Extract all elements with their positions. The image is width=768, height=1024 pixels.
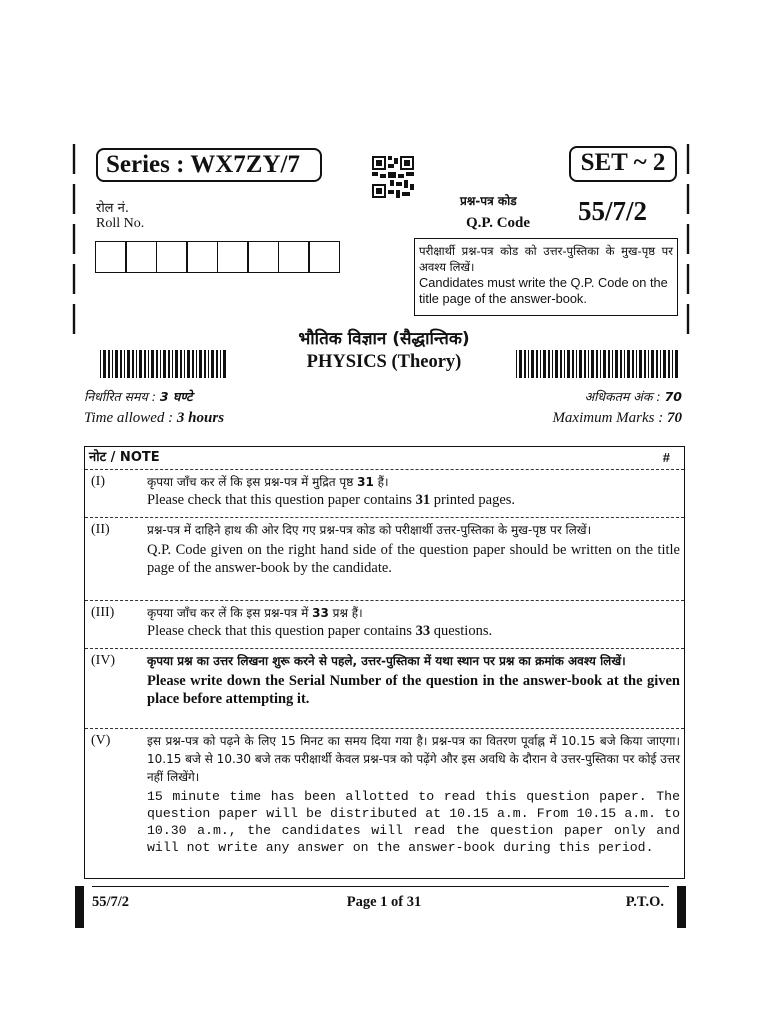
note-item-hindi: इस प्रश्न-पत्र को पढ़ने के लिए 15 मिनट का समय दिया गया है। प्रश्न-पत्र का वितरण पूर्वाह्न में 10.15 बजे किया जाएगा। 10.15 बजे से 10.30 बजे तक परीक्षार्थी केवल प्रश्न-पत्र को पढ़ेंगे और इस अवधि के दौरान वे उत्तर-पुस्तिका पर कोई उत्तर नहीं लिखेंगे।	[147, 734, 680, 784]
note-item-english: Please check that this question paper contains 33 questions.	[147, 623, 493, 639]
note-item-number: (III)	[91, 605, 115, 620]
qp-code-value: 55/7/2	[578, 196, 648, 226]
note-item-number: (I)	[91, 474, 105, 489]
note-hash: #	[662, 450, 670, 465]
page-number: Page 1 of 31	[346, 894, 422, 910]
note-item-english: Please check that this question paper contains 31 printed pages.	[147, 492, 516, 508]
time-allowed-hindi: निर्धारित समय : 3 घण्टे	[84, 389, 193, 404]
note-heading	[85, 447, 684, 470]
right-cut-marks	[684, 140, 692, 350]
time-allowed: Time allowed : 3 hours	[84, 410, 225, 426]
note-item-hindi: कृपया प्रश्न का उत्तर लिखना शुरू करने से पहले, उत्तर-पुस्तिका में यथा स्थान पर प्रश्न का क्रमांक अवश्य लिखें।	[147, 654, 626, 668]
roll-no-box[interactable]	[247, 241, 279, 273]
series-label: Series : WX7ZY/7	[96, 148, 322, 182]
note-item-3	[85, 601, 684, 649]
roll-no-boxes[interactable]	[96, 241, 340, 273]
subject-title-hindi: भौतिक विज्ञान (सैद्धान्तिक)	[298, 329, 470, 349]
roll-no-box[interactable]	[95, 241, 127, 273]
candidate-instruction-hindi: परीक्षार्थी प्रश्न-पत्र कोड को उत्तर-पुस्तिका के मुख-पृष्ठ पर अवश्य लिखें।	[419, 244, 673, 274]
subject-title: PHYSICS (Theory)	[306, 352, 462, 372]
qr-code-icon	[372, 156, 414, 198]
note-item-number: (V)	[91, 733, 111, 748]
footer-qp-code: 55/7/2	[92, 894, 130, 910]
roll-no-box[interactable]	[308, 241, 340, 273]
left-cut-marks	[70, 140, 78, 350]
note-item-hindi: कृपया जाँच कर लें कि इस प्रश्न-पत्र में 33 प्रश्न हैं।	[147, 606, 363, 620]
pto-label: P.T.O.	[625, 894, 664, 910]
note-item-english: Please write down the Serial Number of the question in the answer-book at the given place before attempting it.	[147, 673, 680, 707]
roll-no-box[interactable]	[278, 241, 310, 273]
maximum-marks-hindi: अधिकतम अंक : 70	[584, 389, 682, 404]
candidate-instruction-box	[414, 238, 678, 316]
note-item-english: Q.P. Code given on the right hand side of the question paper should be written on the title page of the answer-book by the candidate.	[147, 542, 680, 576]
note-item-4	[85, 649, 684, 729]
note-item-2	[85, 518, 684, 601]
note-item-hindi: कृपया जाँच कर लें कि इस प्रश्न-पत्र में मुद्रित पृष्ठ 31 हैं।	[147, 475, 389, 489]
note-title: नोट / NOTE	[89, 450, 160, 465]
roll-no-label: Roll No.	[96, 216, 145, 231]
candidate-instruction-english: Candidates must write the Q.P. Code on the title page of the answer-book.	[419, 275, 668, 306]
footer-divider	[92, 886, 669, 887]
note-box	[84, 446, 685, 879]
roll-no-label-hindi: रोल नं.	[96, 201, 129, 216]
roll-no-box[interactable]	[125, 241, 157, 273]
note-item-hindi: प्रश्न-पत्र में दाहिने हाथ की ओर दिए गए प्रश्न-पत्र कोड को परीक्षार्थी उत्तर-पुस्तिका के मुख-पृष्ठ पर लिखें।	[147, 523, 592, 537]
maximum-marks: Maximum Marks : 70	[552, 410, 682, 426]
note-item-5	[85, 729, 684, 869]
roll-no-box[interactable]	[186, 241, 218, 273]
note-item-english: 15 minute time has been allotted to read this question paper. The question paper will be distributed at 10.15 a.m. From 10.15 a.m. to 10.30 a.m., the candidates will read the question paper only and will not write any answer on the answer-book during this period.	[147, 789, 680, 855]
roll-no-box[interactable]	[217, 241, 249, 273]
qp-code-label-hindi: प्रश्न-पत्र कोड	[460, 194, 517, 208]
note-item-1	[85, 470, 684, 518]
qp-code-label: Q.P. Code	[466, 215, 531, 231]
note-item-number: (IV)	[91, 653, 116, 668]
roll-no-box[interactable]	[156, 241, 188, 273]
set-label: SET ~ 2	[569, 146, 677, 182]
note-item-number: (II)	[91, 522, 110, 537]
